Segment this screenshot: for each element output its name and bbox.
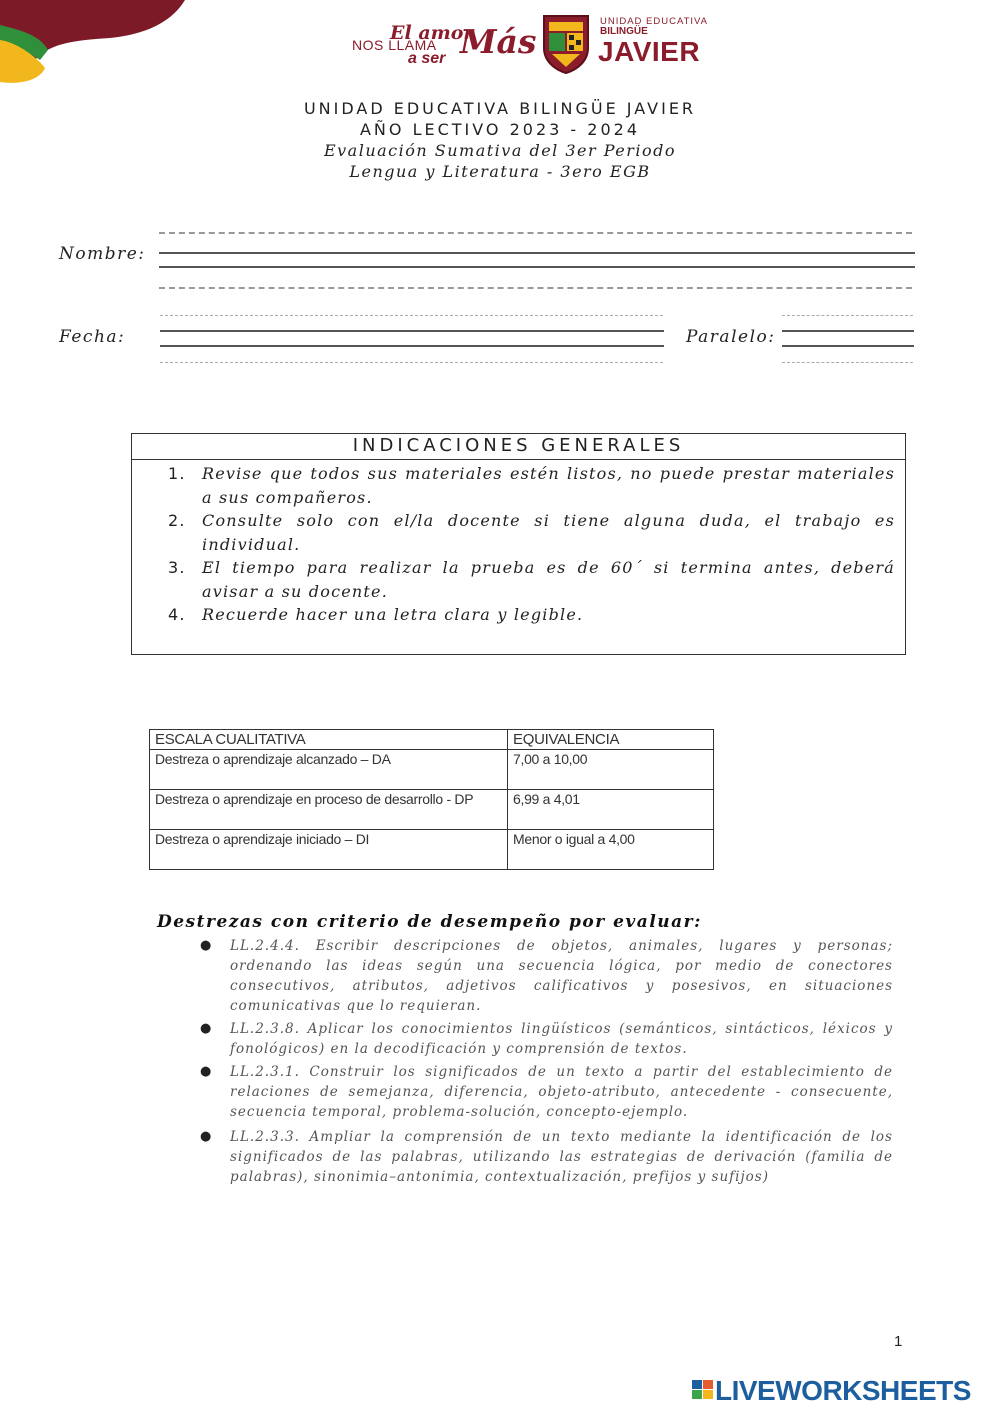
school-crest-icon <box>540 12 592 74</box>
page-number: 1 <box>894 1333 903 1350</box>
indication-number: 3. <box>168 558 186 577</box>
indication-item <box>168 509 895 556</box>
table-header-row <box>150 730 714 750</box>
bullet-icon: ● <box>200 938 213 953</box>
name-line-lower[interactable] <box>159 266 915 268</box>
skill-item <box>200 1062 893 1122</box>
skill-item <box>200 936 893 1016</box>
indications-title: INDICACIONES GENERALES <box>132 434 905 460</box>
school-logo-line2: BILINGÜE <box>600 26 648 37</box>
name-label: Nombre: <box>59 244 146 264</box>
bullet-icon: ● <box>200 1129 213 1144</box>
slogan-line1: El amor <box>390 22 474 44</box>
table-row <box>150 830 714 870</box>
date-guide-top <box>160 315 663 316</box>
liveworksheets-logo-icon <box>691 1379 715 1401</box>
table-row <box>150 790 714 830</box>
skill-text: LL.2.4.4. Escribir descripciones de objetos, animales, lugares y personas; ordenando las ideas según una secuencia lógica, por medio de conectores consecutivos, atributos, adjetivos calificativos y posesivos, en situaciones comunicativas que lo requieran. <box>230 938 893 1014</box>
indications-list <box>132 460 905 627</box>
table-row <box>150 750 714 790</box>
date-line-lower[interactable] <box>160 345 664 347</box>
watermark-text: LIVEWORKSHEETS <box>715 1375 971 1406</box>
bullet-icon: ● <box>200 1064 213 1079</box>
corner-decoration <box>0 0 200 100</box>
slogan-emphasis: Más <box>460 22 537 61</box>
name-guide-top <box>159 232 912 234</box>
section-line-upper <box>782 330 914 332</box>
slogan-line2: NOS LLAMA <box>352 37 437 53</box>
table-cell: Destreza o aprendizaje iniciado – DI <box>150 830 508 870</box>
section-guide-bottom <box>782 362 913 363</box>
indication-number: 4. <box>168 605 186 624</box>
skill-text: LL.2.3.1. Construir los significados de un texto a partir del establecimiento de relaciones de semejanza, diferencia, objeto-atributo, antecedente - consecuente, secuencia temporal, problema-solución, concepto-ejemplo. <box>230 1064 893 1120</box>
document-header <box>0 98 1000 182</box>
indication-text: El tiempo para realizar la prueba es de 60´ si termina antes, deberá avisar a su docente. <box>202 558 895 601</box>
slogan-line3: a ser <box>408 50 446 67</box>
skill-item <box>200 1019 893 1059</box>
table-cell: Destreza o aprendizaje alcanzado – DA <box>150 750 508 790</box>
indication-number: 1. <box>168 464 186 483</box>
skill-item <box>200 1127 893 1187</box>
indication-number: 2. <box>168 511 186 530</box>
subject-title: Lengua y Literatura - 3ero EGB <box>349 162 651 181</box>
table-cell: 7,00 a 10,00 <box>508 750 714 790</box>
name-line-upper <box>159 252 915 254</box>
liveworksheets-watermark <box>691 1373 991 1407</box>
general-indications-box <box>131 433 906 655</box>
table-cell: Destreza o aprendizaje en proceso de desarrollo - DP <box>150 790 508 830</box>
grading-scale-table <box>149 729 714 870</box>
section-line-lower[interactable] <box>782 345 914 347</box>
skill-text: LL.2.3.3. Ampliar la comprensión de un texto mediante la identificación de los significados de las palabras, utilizando las estrategias de derivación (familia de palabras), sinonimia–antonimia, contextualización, prefijos y sufijos) <box>230 1129 893 1185</box>
table-header: EQUIVALENCIA <box>508 730 714 750</box>
slogan-logo <box>352 20 537 72</box>
indication-item <box>168 603 895 627</box>
school-logo-line1: UNIDAD EDUCATIVA <box>600 16 709 27</box>
indication-text: Consulte solo con el/la docente si tiene alguna duda, el trabajo es individual. <box>202 511 895 554</box>
indication-text: Recuerde hacer una letra clara y legible. <box>202 605 584 624</box>
school-logo <box>598 14 748 70</box>
evaluation-title: Evaluación Sumativa del 3er Periodo <box>323 141 677 160</box>
school-year: AÑO LECTIVO 2023 - 2024 <box>359 120 640 139</box>
table-cell: 6,99 a 4,01 <box>508 790 714 830</box>
indication-item <box>168 462 895 509</box>
section-label: Paralelo: <box>686 327 776 347</box>
table-header: ESCALA CUALITATIVA <box>150 730 508 750</box>
indication-text: Revise que todos sus materiales estén listos, no puede prestar materiales a sus compañeros. <box>202 464 895 507</box>
skill-text: LL.2.3.8. Aplicar los conocimientos lingüísticos (semánticos, sintácticos, léxicos y fonológicos) en la decodificación y comprensión de textos. <box>230 1021 893 1057</box>
bullet-icon: ● <box>200 1021 213 1036</box>
skills-title: Destrezas con criterio de desempeño por evaluar: <box>157 912 702 932</box>
date-label: Fecha: <box>59 327 126 347</box>
skills-list <box>200 936 893 1190</box>
school-name: UNIDAD EDUCATIVA BILINGÜE JAVIER <box>303 99 697 118</box>
table-cell: Menor o igual a 4,00 <box>508 830 714 870</box>
name-guide-bottom <box>159 287 912 289</box>
indication-item <box>168 556 895 603</box>
date-guide-bottom <box>160 362 663 363</box>
school-logo-name: JAVIER <box>598 36 701 67</box>
section-guide-top <box>782 315 913 316</box>
date-line-upper <box>160 330 664 332</box>
